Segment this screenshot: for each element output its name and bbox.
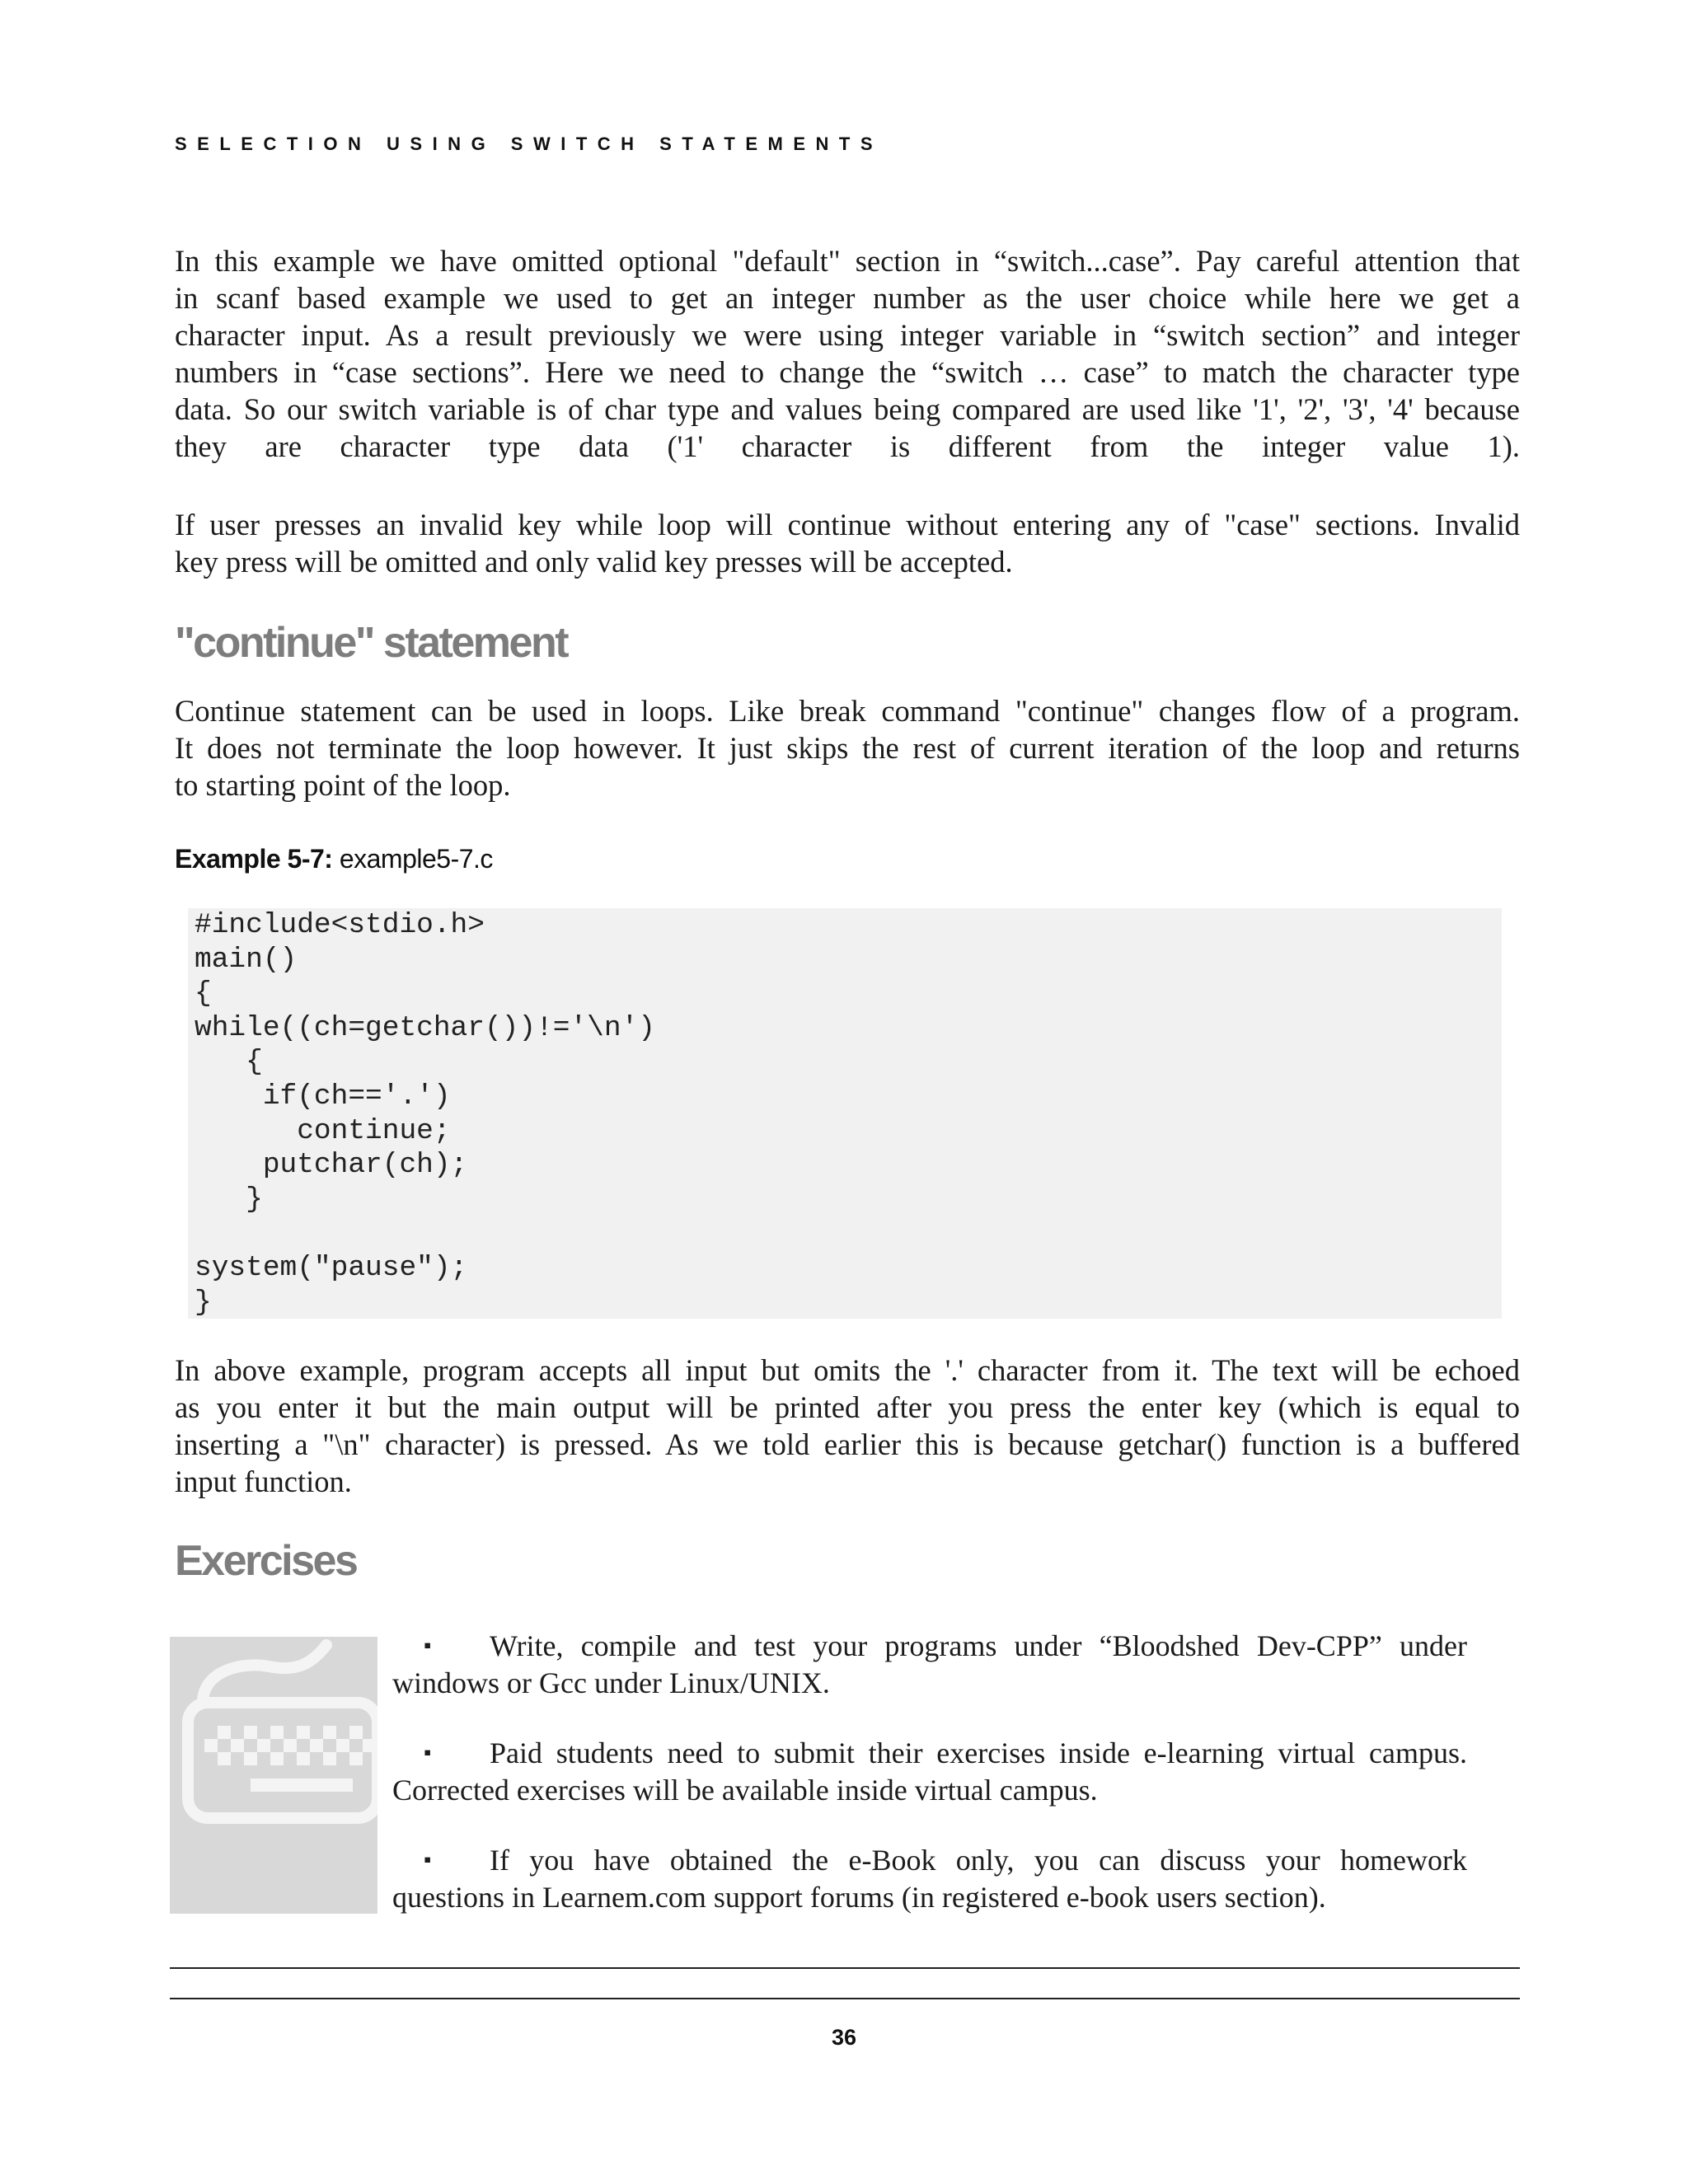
exercise-item	[392, 1841, 1467, 1916]
text-line: In above example, program accepts all input but omits the '.' character from it. The text will be echoed	[175, 1353, 1520, 1387]
text-line: Continue statement can be used in loops. Like break command "continue" changes flow of a program.	[175, 694, 1520, 728]
bullet-icon: ▪	[424, 1848, 432, 1872]
text-line: key press will be omitted and only valid key presses will be accepted.	[175, 545, 1013, 579]
exercise-text-line: Paid students need to submit their exercises inside e-learning virtual campus.	[490, 1736, 1467, 1769]
text-line: they are character type data ('1' character is different from the integer value 1).	[175, 429, 1520, 463]
text-line: If user presses an invalid key while loop will continue without entering any of "case" sections. Invalid	[175, 508, 1520, 541]
text-line: It does not terminate the loop however. It just skips the rest of current iteration of the loop and returns	[175, 731, 1520, 765]
paragraph-example-output	[175, 1352, 1520, 1500]
page-number: 36	[831, 2025, 857, 2050]
exercise-item	[392, 1627, 1467, 1702]
bullet-icon: ▪	[424, 1741, 432, 1765]
exercise-illustration	[170, 1637, 377, 1914]
example-label: Example 5-7:	[175, 844, 333, 874]
keyboard-icon	[170, 1637, 377, 1914]
paragraph-switch-explanation	[175, 242, 1520, 465]
text-line: as you enter it but the main output will be printed after you press the enter key (which is equal to	[175, 1390, 1520, 1424]
footer-rule-bottom	[170, 1998, 1520, 1999]
text-line: numbers in “case sections”. Here we need to change the “switch … case” to match the character type	[175, 355, 1520, 389]
text-line: input function.	[175, 1465, 352, 1498]
paragraph-continue-explanation	[175, 692, 1520, 804]
text-line: data. So our switch variable is of char type and values being compared are used like '1', '2', '3', '4' because	[175, 392, 1520, 426]
text-line: In this example we have omitted optional "default" section in “switch...case”. Pay careful attention that	[175, 244, 1520, 278]
example-caption	[175, 844, 493, 874]
paragraph-invalid-key	[175, 506, 1520, 580]
code-listing: #include<stdio.h> main() { while((ch=getchar())!='\n') { if(ch=='.') continue; putchar(ch); } system("pause"); }	[195, 909, 655, 1319]
section-heading-exercises: Exercises	[175, 1537, 357, 1585]
exercise-text-line: Corrected exercises will be available inside virtual campus.	[392, 1774, 1098, 1807]
exercise-text-line: questions in Learnem.com support forums (in registered e-book users section).	[392, 1881, 1326, 1914]
section-heading-continue: "continue" statement	[175, 619, 568, 667]
text-line: in scanf based example we used to get an integer number as the user choice while here we get a	[175, 281, 1520, 315]
example-filename: example5-7.c	[339, 844, 493, 874]
exercise-text-line: Write, compile and test your programs under “Bloodshed Dev-CPP” under	[490, 1629, 1467, 1662]
exercise-item	[392, 1734, 1467, 1809]
footer-rule-top	[170, 1967, 1520, 1969]
code-block	[188, 908, 1502, 1319]
text-line: to starting point of the loop.	[175, 768, 511, 802]
text-line: character input. As a result previously we were using integer variable in “switch section” and integer	[175, 318, 1520, 352]
exercise-text-line: If you have obtained the e-Book only, you can discuss your homework	[490, 1844, 1467, 1877]
running-head: SELECTION USING SWITCH STATEMENTS	[175, 134, 884, 154]
text-line: inserting a "\n" character) is pressed. As we told earlier this is because getchar() function is a buffered	[175, 1427, 1520, 1461]
bullet-icon: ▪	[424, 1633, 432, 1657]
exercise-text-line: windows or Gcc under Linux/UNIX.	[392, 1666, 830, 1699]
